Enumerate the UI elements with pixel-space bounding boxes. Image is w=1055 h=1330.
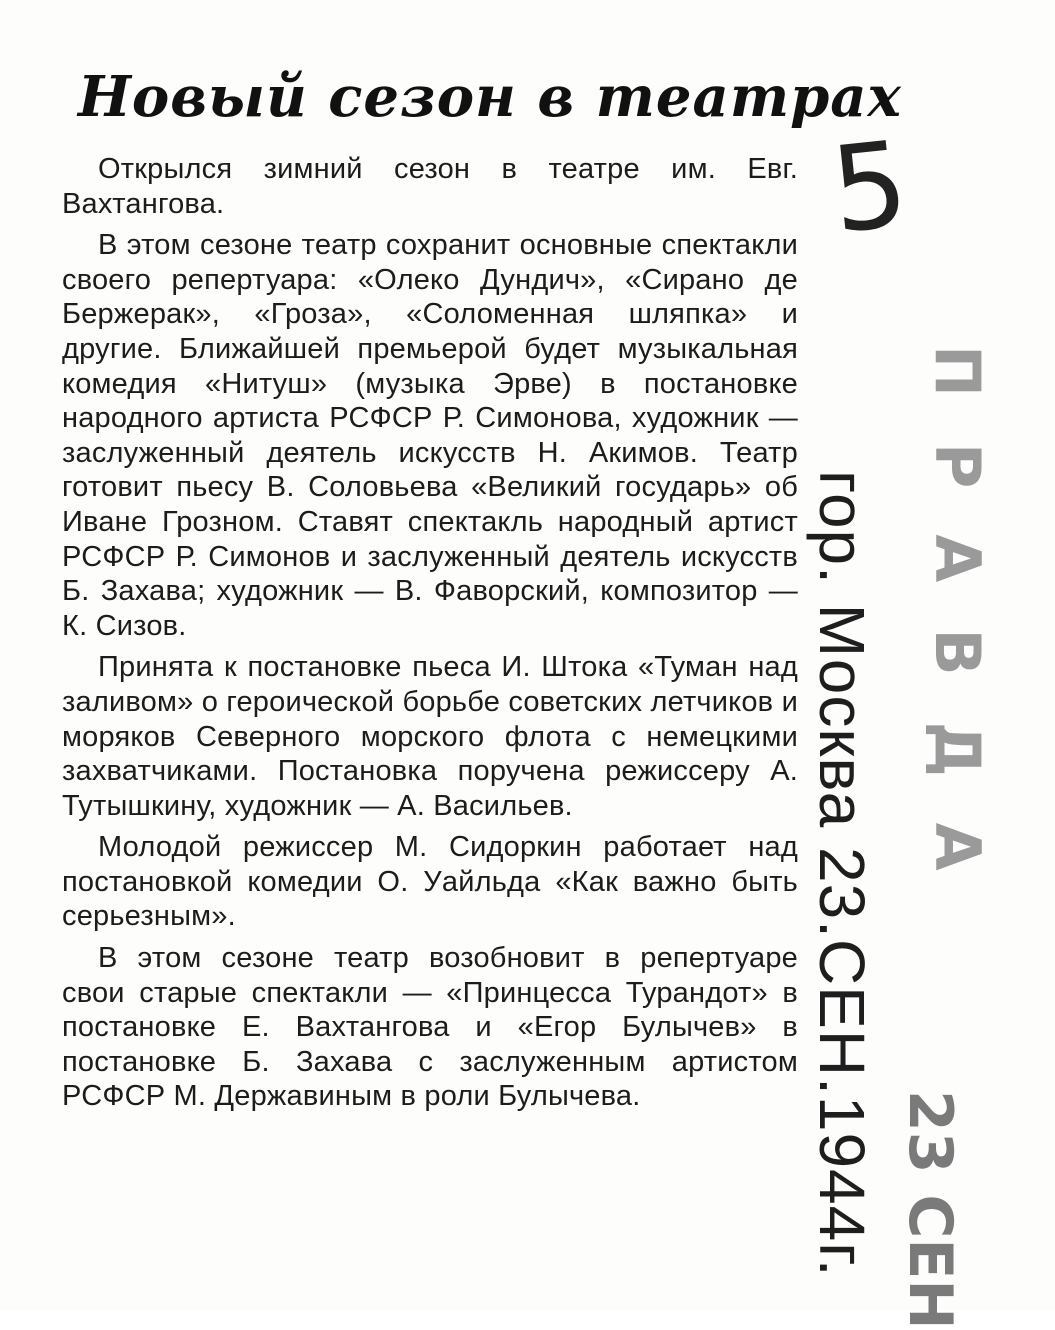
newspaper-name-stamp: ПРАВДА <box>921 345 994 917</box>
handwritten-page-number: 5 <box>824 114 915 260</box>
article-paragraph-5: В этом сезоне театр возобновит в репертуаре свои старые спектакли — «Принцесса Турандот» в постановке Е. Вахтангова и «Егор Булычев» в постановке Б. Захава с заслуженным артистом РСФСР М. Державиным в роли Булычева. <box>62 942 798 1113</box>
article-body <box>62 152 798 1121</box>
article-paragraph-1: Открылся зимний сезон в театре им. Евг. Вахтангова. <box>62 153 798 220</box>
stamp-date: 23 СЕН <box>895 1090 965 1330</box>
article-paragraph-3: Принята к постановке пьеса И. Штока «Туман над заливом» о героической борьбе советских летчиков и моряков Северного морского флота с немецкими захватчиками. Постановка поручена режиссеру А. Тутышкину, художник — А. Васильев. <box>62 651 798 822</box>
article-headline: Новый сезон в театрах <box>78 64 902 130</box>
handwritten-source-note: гор. Москва 23.СЕН.1944г. <box>806 470 878 1278</box>
article-paragraph-2: В этом сезоне театр сохранит основные спектакли своего репертуара: «Олеко Дундич», «Сирано де Бержерак», «Гроза», «Соломенная шляпка» и другие. Ближайшей премьерой будет музыкальная комедия «Нитуш» (музыка Эрве) в постановке народного артиста РСФСР Р. Симонова, художник — заслуженный деятель искусств Н. Акимов. Театр готовит пьесу В. Соловьева «Великий государь» об Иване Грозном. Ставят спектакль народный артист РСФСР Р. Симонов и заслуженный деятель искусств Б. Захава; художник — В. Фаворский, композитор — К. Сизов. <box>62 229 798 642</box>
article-paragraph-4: Молодой режиссер М. Сидоркин работает над постановкой комедии О. Уайльда «Как важно быть серьезным». <box>62 831 798 933</box>
